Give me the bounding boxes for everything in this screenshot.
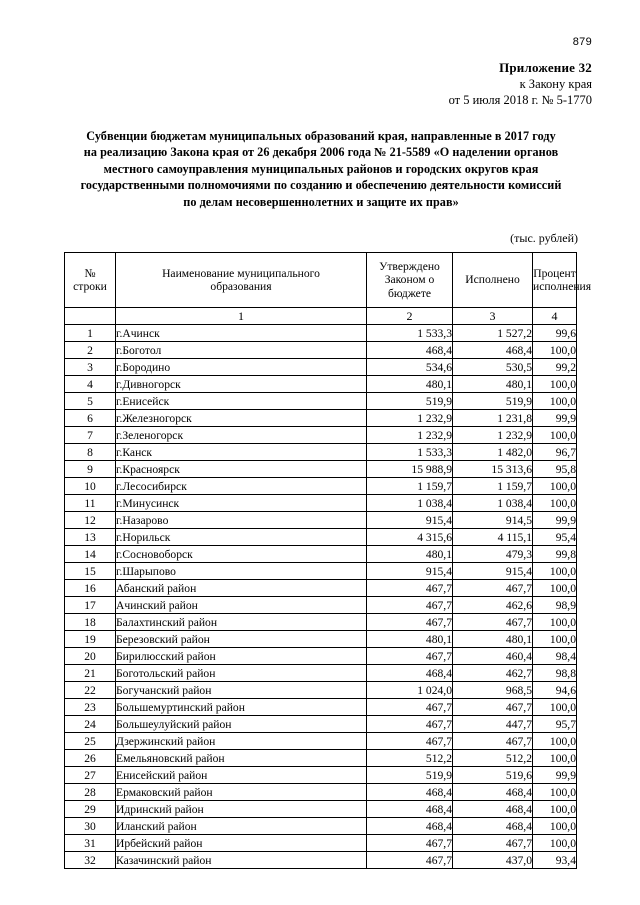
cell-row-number: 3 <box>65 359 116 376</box>
header-approved-line3: бюджете <box>387 286 432 300</box>
cell-executed: 1 038,4 <box>453 495 533 512</box>
cell-municipality-name: г.Зеленогорск <box>116 427 367 444</box>
table-body <box>65 325 577 869</box>
cell-percent: 99,9 <box>533 410 577 427</box>
cell-approved: 1 024,0 <box>367 682 453 699</box>
cell-percent: 100,0 <box>533 835 577 852</box>
cell-approved: 468,4 <box>367 665 453 682</box>
cell-municipality-name: г.Бородино <box>116 359 367 376</box>
cell-approved: 468,4 <box>367 784 453 801</box>
table-row <box>65 563 577 580</box>
header-executed-line1: Исполнено <box>465 273 520 287</box>
cell-municipality-name: г.Ачинск <box>116 325 367 342</box>
cell-percent: 100,0 <box>533 495 577 512</box>
cell-percent: 99,9 <box>533 767 577 784</box>
table-row <box>65 682 577 699</box>
cell-approved: 467,7 <box>367 648 453 665</box>
cell-percent: 100,0 <box>533 614 577 631</box>
cell-municipality-name: Абанский район <box>116 580 367 597</box>
cell-row-number: 31 <box>65 835 116 852</box>
header-row-number-line2: строки <box>73 280 107 293</box>
cell-executed: 915,4 <box>453 563 533 580</box>
table-row <box>65 852 577 869</box>
column-number-3: 3 <box>453 308 533 325</box>
cell-municipality-name: г.Канск <box>116 444 367 461</box>
appendix-reference-block <box>449 60 592 108</box>
cell-percent: 100,0 <box>533 580 577 597</box>
table-row <box>65 665 577 682</box>
cell-percent: 94,6 <box>533 682 577 699</box>
table-row <box>65 699 577 716</box>
cell-executed: 519,6 <box>453 767 533 784</box>
cell-municipality-name: Большеулуйский район <box>116 716 367 733</box>
cell-executed: 437,0 <box>453 852 533 869</box>
cell-approved: 468,4 <box>367 801 453 818</box>
cell-approved: 519,9 <box>367 767 453 784</box>
cell-executed: 1 527,2 <box>453 325 533 342</box>
cell-percent: 99,9 <box>533 512 577 529</box>
header-approved <box>367 253 453 308</box>
cell-percent: 100,0 <box>533 376 577 393</box>
cell-executed: 462,6 <box>453 597 533 614</box>
table-row <box>65 716 577 733</box>
cell-approved: 512,2 <box>367 750 453 767</box>
cell-row-number: 18 <box>65 614 116 631</box>
cell-executed: 530,5 <box>453 359 533 376</box>
cell-percent: 93,4 <box>533 852 577 869</box>
cell-row-number: 11 <box>65 495 116 512</box>
cell-municipality-name: Ермаковский район <box>116 784 367 801</box>
cell-percent: 95,8 <box>533 461 577 478</box>
cell-row-number: 16 <box>65 580 116 597</box>
table-row <box>65 393 577 410</box>
cell-approved: 1 232,9 <box>367 410 453 427</box>
cell-municipality-name: Ачинский район <box>116 597 367 614</box>
cell-row-number: 32 <box>65 852 116 869</box>
cell-executed: 467,7 <box>453 699 533 716</box>
header-percent <box>533 253 592 308</box>
column-number-1: 1 <box>116 308 367 325</box>
cell-approved: 467,7 <box>367 597 453 614</box>
header-row-number <box>65 253 116 308</box>
cell-approved: 468,4 <box>367 818 453 835</box>
table-row <box>65 648 577 665</box>
cell-row-number: 23 <box>65 699 116 716</box>
column-number-0 <box>65 308 116 325</box>
cell-row-number: 2 <box>65 342 116 359</box>
cell-percent: 100,0 <box>533 750 577 767</box>
cell-municipality-name: г.Лесосибирск <box>116 478 367 495</box>
cell-row-number: 26 <box>65 750 116 767</box>
header-row-number-line1: № <box>84 266 96 280</box>
cell-row-number: 12 <box>65 512 116 529</box>
table-row <box>65 359 577 376</box>
table-column-number-row <box>65 308 577 325</box>
header-approved-line2: Законом о <box>384 273 435 287</box>
cell-municipality-name: Енисейский район <box>116 767 367 784</box>
document-title-line-5: по делам несовершеннолетних и защите их прав» <box>183 194 459 209</box>
cell-executed: 968,5 <box>453 682 533 699</box>
document-title-line-3: местного самоуправления муниципальных районов и городских округов края <box>103 161 539 176</box>
cell-municipality-name: Ирбейский район <box>116 835 367 852</box>
cell-approved: 467,7 <box>367 580 453 597</box>
cell-executed: 462,7 <box>453 665 533 682</box>
header-percent-line2: исполнения <box>533 280 592 293</box>
cell-row-number: 1 <box>65 325 116 342</box>
cell-municipality-name: Большемуртинский район <box>116 699 367 716</box>
cell-approved: 467,7 <box>367 852 453 869</box>
cell-executed: 914,5 <box>453 512 533 529</box>
cell-municipality-name: Бирилюсский район <box>116 648 367 665</box>
cell-executed: 1 231,8 <box>453 410 533 427</box>
cell-executed: 447,7 <box>453 716 533 733</box>
cell-approved: 480,1 <box>367 631 453 648</box>
table-row <box>65 512 577 529</box>
cell-municipality-name: Балахтинский район <box>116 614 367 631</box>
cell-percent: 100,0 <box>533 818 577 835</box>
cell-approved: 915,4 <box>367 512 453 529</box>
table-row <box>65 614 577 631</box>
cell-row-number: 20 <box>65 648 116 665</box>
cell-percent: 95,7 <box>533 716 577 733</box>
cell-executed: 468,4 <box>453 801 533 818</box>
cell-executed: 15 313,6 <box>453 461 533 478</box>
cell-percent: 100,0 <box>533 801 577 818</box>
cell-percent: 100,0 <box>533 784 577 801</box>
table-row <box>65 818 577 835</box>
cell-row-number: 5 <box>65 393 116 410</box>
cell-row-number: 8 <box>65 444 116 461</box>
header-approved-line1: Утверждено <box>379 259 440 273</box>
table-row <box>65 529 577 546</box>
cell-municipality-name: г.Минусинск <box>116 495 367 512</box>
cell-municipality-name: Иланский район <box>116 818 367 835</box>
cell-municipality-name: г.Назарово <box>116 512 367 529</box>
cell-municipality-name: Березовский район <box>116 631 367 648</box>
cell-percent: 98,4 <box>533 648 577 665</box>
cell-row-number: 21 <box>65 665 116 682</box>
table-row <box>65 784 577 801</box>
cell-approved: 1 038,4 <box>367 495 453 512</box>
cell-row-number: 19 <box>65 631 116 648</box>
cell-row-number: 29 <box>65 801 116 818</box>
cell-executed: 467,7 <box>453 614 533 631</box>
header-percent-line1: Процент <box>533 266 576 280</box>
cell-percent: 98,9 <box>533 597 577 614</box>
cell-executed: 1 482,0 <box>453 444 533 461</box>
table-row <box>65 444 577 461</box>
table-row <box>65 410 577 427</box>
cell-percent: 100,0 <box>533 478 577 495</box>
cell-municipality-name: Дзержинский район <box>116 733 367 750</box>
cell-municipality-name: г.Красноярск <box>116 461 367 478</box>
cell-executed: 479,3 <box>453 546 533 563</box>
cell-municipality-name: Богучанский район <box>116 682 367 699</box>
appendix-date-line: от 5 июля 2018 г. № 5-1770 <box>448 93 592 107</box>
cell-percent: 100,0 <box>533 699 577 716</box>
column-number-4: 4 <box>533 308 577 325</box>
cell-approved: 1 159,7 <box>367 478 453 495</box>
table-row <box>65 495 577 512</box>
document-title-line-1: Субвенции бюджетам муниципальных образований края, направленные в 2017 году <box>86 129 556 143</box>
table-row <box>65 325 577 342</box>
cell-municipality-name: г.Шарыпово <box>116 563 367 580</box>
cell-row-number: 24 <box>65 716 116 733</box>
cell-approved: 480,1 <box>367 376 453 393</box>
page-number: 879 <box>572 36 592 48</box>
cell-percent: 100,0 <box>533 631 577 648</box>
table-row <box>65 631 577 648</box>
cell-row-number: 13 <box>65 529 116 546</box>
table-row <box>65 597 577 614</box>
cell-approved: 519,9 <box>367 393 453 410</box>
cell-approved: 915,4 <box>367 563 453 580</box>
cell-municipality-name: г.Боготол <box>116 342 367 359</box>
cell-row-number: 15 <box>65 563 116 580</box>
cell-executed: 468,4 <box>453 818 533 835</box>
document-title <box>62 128 580 210</box>
cell-executed: 480,1 <box>453 631 533 648</box>
units-note: (тыс. рублей) <box>510 231 578 245</box>
table-row <box>65 733 577 750</box>
subventions-table <box>64 252 592 869</box>
cell-executed: 467,7 <box>453 835 533 852</box>
cell-percent: 95,4 <box>533 529 577 546</box>
cell-municipality-name: Казачинский район <box>116 852 367 869</box>
cell-executed: 480,1 <box>453 376 533 393</box>
table-row <box>65 767 577 784</box>
cell-executed: 512,2 <box>453 750 533 767</box>
cell-approved: 467,7 <box>367 699 453 716</box>
cell-municipality-name: Идринский район <box>116 801 367 818</box>
table-row <box>65 427 577 444</box>
document-title-line-2: на реализацию Закона края от 26 декабря 2006 года № 21-5589 «О наделении органов <box>83 145 559 160</box>
cell-row-number: 30 <box>65 818 116 835</box>
header-municipality-name <box>116 253 367 308</box>
cell-municipality-name: Боготольский район <box>116 665 367 682</box>
header-executed <box>453 253 533 308</box>
cell-row-number: 7 <box>65 427 116 444</box>
cell-row-number: 10 <box>65 478 116 495</box>
appendix-law-line: к Закону края <box>519 77 592 91</box>
cell-municipality-name: г.Енисейск <box>116 393 367 410</box>
cell-percent: 99,8 <box>533 546 577 563</box>
cell-percent: 100,0 <box>533 733 577 750</box>
cell-percent: 100,0 <box>533 393 577 410</box>
cell-executed: 4 115,1 <box>453 529 533 546</box>
document-title-line-4: государственными полномочиями по созданию и обеспечению деятельности комиссий <box>80 178 562 193</box>
table-row <box>65 342 577 359</box>
table-row <box>65 750 577 767</box>
table-row <box>65 580 577 597</box>
table-row <box>65 461 577 478</box>
cell-percent: 98,8 <box>533 665 577 682</box>
table-row <box>65 546 577 563</box>
cell-row-number: 28 <box>65 784 116 801</box>
table-row <box>65 801 577 818</box>
cell-row-number: 6 <box>65 410 116 427</box>
cell-percent: 96,7 <box>533 444 577 461</box>
cell-municipality-name: г.Дивногорск <box>116 376 367 393</box>
cell-executed: 1 159,7 <box>453 478 533 495</box>
cell-percent: 100,0 <box>533 563 577 580</box>
cell-percent: 100,0 <box>533 342 577 359</box>
cell-municipality-name: г.Норильск <box>116 529 367 546</box>
column-number-2: 2 <box>367 308 453 325</box>
cell-approved: 1 533,3 <box>367 444 453 461</box>
table-header <box>65 253 592 325</box>
cell-executed: 468,4 <box>453 342 533 359</box>
cell-approved: 4 315,6 <box>367 529 453 546</box>
cell-executed: 468,4 <box>453 784 533 801</box>
cell-approved: 467,7 <box>367 835 453 852</box>
cell-row-number: 9 <box>65 461 116 478</box>
cell-approved: 1 533,3 <box>367 325 453 342</box>
cell-percent: 100,0 <box>533 427 577 444</box>
cell-municipality-name: г.Железногорск <box>116 410 367 427</box>
cell-approved: 15 988,9 <box>367 461 453 478</box>
cell-municipality-name: Емельяновский район <box>116 750 367 767</box>
cell-row-number: 17 <box>65 597 116 614</box>
cell-executed: 467,7 <box>453 580 533 597</box>
cell-approved: 1 232,9 <box>367 427 453 444</box>
cell-approved: 467,7 <box>367 716 453 733</box>
cell-executed: 1 232,9 <box>453 427 533 444</box>
cell-municipality-name: г.Сосновоборск <box>116 546 367 563</box>
cell-approved: 480,1 <box>367 546 453 563</box>
cell-executed: 519,9 <box>453 393 533 410</box>
cell-executed: 460,4 <box>453 648 533 665</box>
table-header-row <box>65 253 577 308</box>
table-row <box>65 376 577 393</box>
cell-row-number: 14 <box>65 546 116 563</box>
appendix-title: Приложение 32 <box>499 60 592 75</box>
cell-approved: 468,4 <box>367 342 453 359</box>
cell-approved: 467,7 <box>367 733 453 750</box>
cell-row-number: 22 <box>65 682 116 699</box>
cell-row-number: 25 <box>65 733 116 750</box>
cell-percent: 99,2 <box>533 359 577 376</box>
table-row <box>65 835 577 852</box>
cell-executed: 467,7 <box>453 733 533 750</box>
cell-approved: 467,7 <box>367 614 453 631</box>
cell-row-number: 27 <box>65 767 116 784</box>
cell-approved: 534,6 <box>367 359 453 376</box>
cell-row-number: 4 <box>65 376 116 393</box>
header-municipality-name-line1: Наименование муниципального <box>162 266 320 280</box>
header-municipality-name-line2: образования <box>210 280 272 293</box>
table-row <box>65 478 577 495</box>
cell-percent: 99,6 <box>533 325 577 342</box>
